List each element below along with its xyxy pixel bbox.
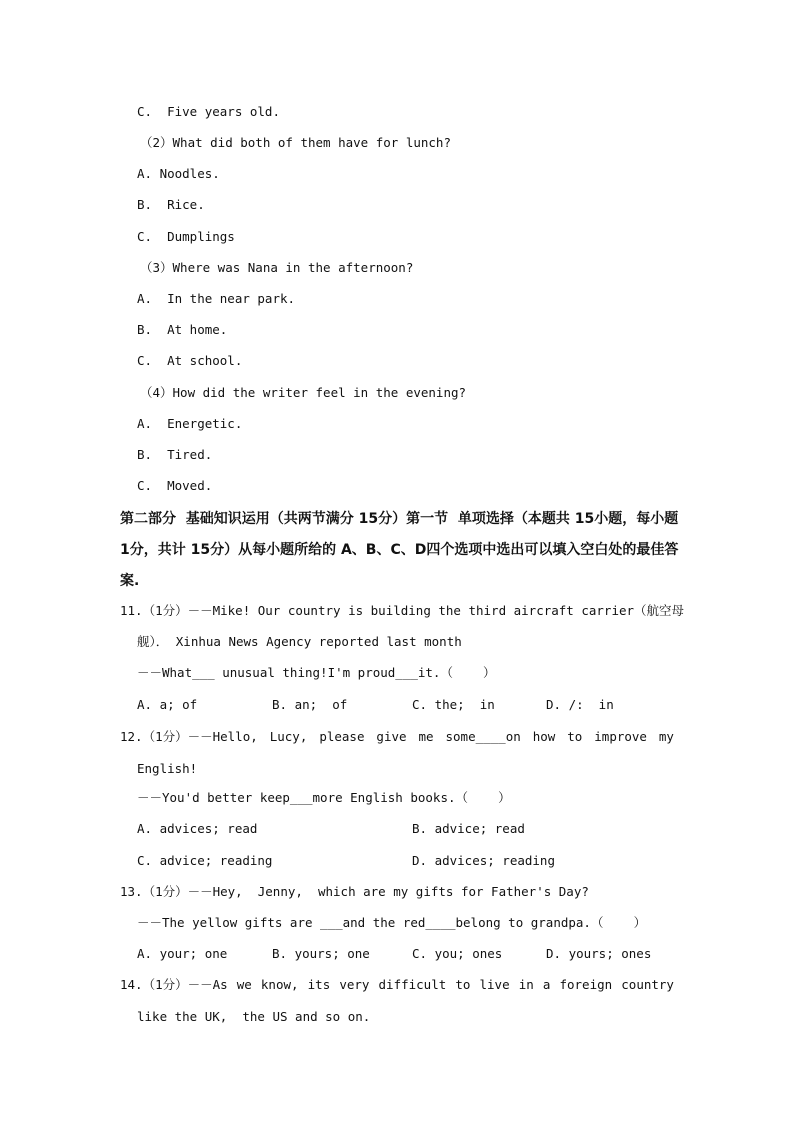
q13-stem-line2: －－The yellow gifts are ___and the red____belong to grandpa.（ ） xyxy=(137,915,647,930)
q13-option-c: C. you; ones xyxy=(412,946,503,961)
q14-word: know, xyxy=(260,977,299,992)
q12-option-d: D. advices; reading xyxy=(412,853,555,868)
q11-option-d: D. /: in xyxy=(546,697,614,712)
q12-word: Lucy, xyxy=(269,729,308,744)
q12-option-c: C. advice; reading xyxy=(137,853,273,868)
q11-option-a: A. a; of xyxy=(137,697,198,712)
q14-word: 14.（1分）－－As xyxy=(120,977,228,992)
q11-stem-line2: 舰）． Xinhua News Agency reported last month xyxy=(137,634,462,649)
question-3: （3）Where was Nana in the afternoon? xyxy=(140,260,414,275)
q14-word: its xyxy=(307,977,331,992)
option-c-five-years: C. Five years old. xyxy=(137,104,280,119)
q12-word: 12.（1分）－－Hello, xyxy=(120,729,258,744)
q13-stem-line1: 13.（1分）－－Hey, Jenny, which are my gifts for Father's Day? xyxy=(120,884,589,899)
q11-option-b: B. an; of xyxy=(272,697,348,712)
q14-word: difficult xyxy=(378,977,447,992)
q11-option-c: C. the; in xyxy=(412,697,495,712)
q4-option-c: C. Moved. xyxy=(137,478,213,493)
section-heading-line3: 案. xyxy=(120,573,140,589)
q12-stem-line2: English! xyxy=(137,761,198,776)
q12-option-a: A. advices; read xyxy=(137,821,258,836)
q2-option-a: A. Noodles. xyxy=(137,166,220,181)
q12-word: my xyxy=(658,729,674,744)
q4-option-a: A. Energetic. xyxy=(137,416,243,431)
q3-option-c: C. At school. xyxy=(137,353,243,368)
q12-word: please xyxy=(319,729,365,744)
q14-word: foreign xyxy=(559,977,613,992)
q11-stem-line3: －－What___ unusual thing!I'm proud___it.（ ） xyxy=(137,665,496,680)
q12-word: how xyxy=(532,729,556,744)
q13-option-b: B. yours; one xyxy=(272,946,370,961)
q14-word: we xyxy=(236,977,252,992)
q14-word: to xyxy=(455,977,471,992)
q14-word: country xyxy=(621,977,674,992)
q12-word: some____on xyxy=(445,729,521,744)
q4-option-b: B. Tired. xyxy=(137,447,213,462)
q12-word: improve xyxy=(594,729,647,744)
section-heading-line2: 1分，共计 15分）从每小题所给的 A、B、C、D四个选项中选出可以填入空白处的最佳答 xyxy=(120,542,679,558)
q2-option-b: B. Rice. xyxy=(137,197,205,212)
q14-stem-line2: like the UK, the US and so on. xyxy=(137,1009,371,1024)
q14-word: very xyxy=(339,977,370,992)
q3-option-b: B. At home. xyxy=(137,322,228,337)
question-4: （4）How did the writer feel in the evening? xyxy=(140,385,467,400)
q12-stem-line1 xyxy=(120,729,674,745)
q14-stem-line1 xyxy=(120,977,674,993)
section-heading-line1: 第二部分 基础知识运用（共两节满分 15分）第一节 单项选择（本题共 15小题，每小题 xyxy=(120,511,679,527)
q13-option-a: A. your; one xyxy=(137,946,228,961)
q11-stem-line1: 11.（1分）－－Mike! Our country is building the third aircraft carrier（航空母 xyxy=(120,603,685,618)
q3-option-a: A. In the near park. xyxy=(137,291,296,306)
question-2: （2）What did both of them have for lunch? xyxy=(140,135,451,150)
q14-word: in xyxy=(518,977,534,992)
q12-word: me xyxy=(418,729,434,744)
q12-stem-line3: －－You'd better keep___more English books.（ ） xyxy=(137,790,511,805)
q12-word: to xyxy=(567,729,583,744)
q12-word: give xyxy=(376,729,407,744)
q12-option-b: B. advice; read xyxy=(412,821,525,836)
q13-option-d: D. yours; ones xyxy=(546,946,652,961)
q2-option-c: C. Dumplings xyxy=(137,229,235,244)
q14-word: live xyxy=(479,977,510,992)
q14-word: a xyxy=(542,977,551,992)
